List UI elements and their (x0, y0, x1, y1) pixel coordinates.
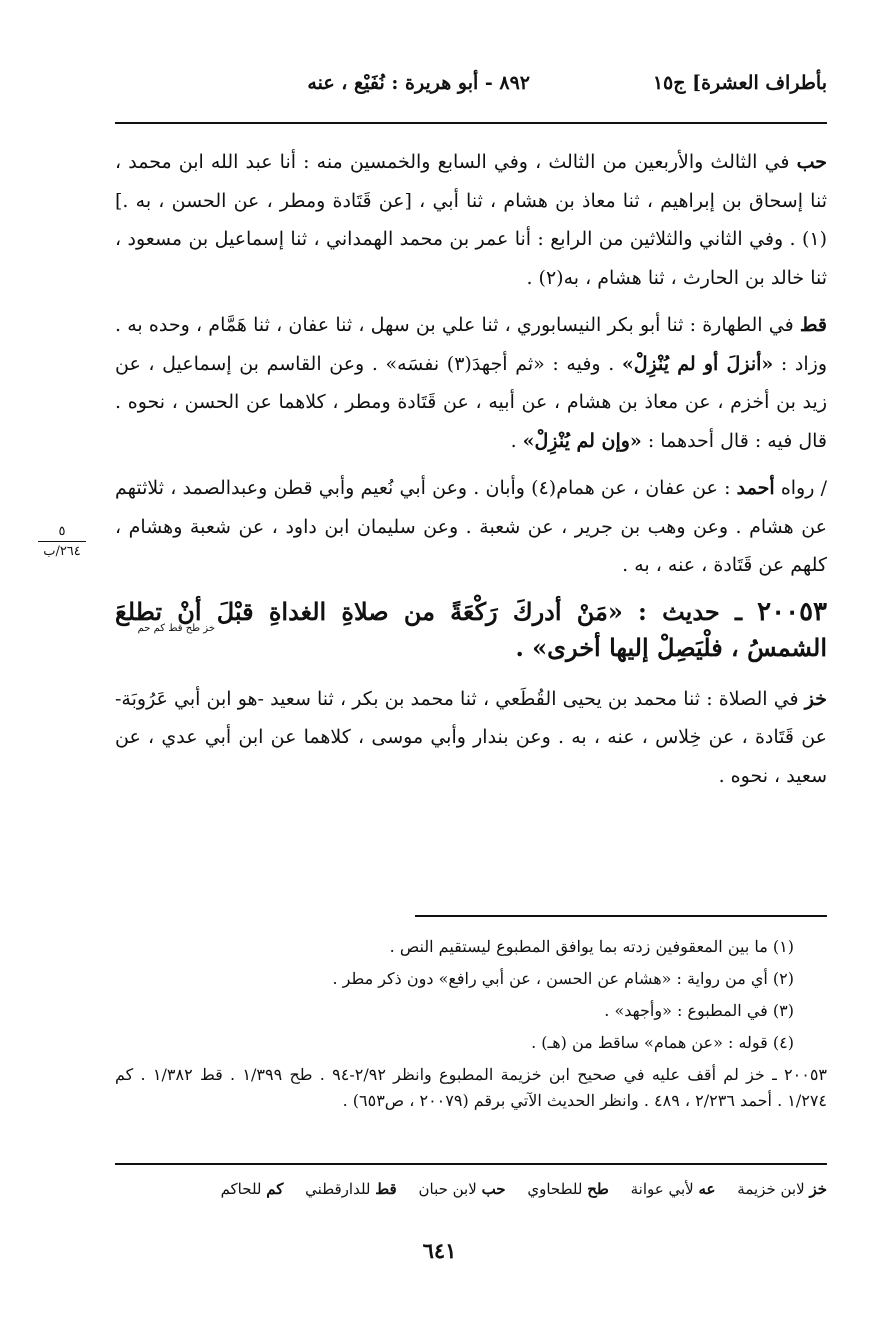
abbreviation-legend (115, 1180, 827, 1198)
legend-name: للدارقطني (305, 1180, 371, 1198)
legend-abbr: خز (809, 1180, 827, 1198)
running-header (115, 72, 827, 106)
folio-divider (38, 541, 86, 542)
page-number: ٦٤١ (422, 1238, 457, 1263)
section-title: ٨٩٢ - أبو هريرة : نُفَيْع ، عنه (307, 72, 530, 94)
footnote: (٣) في المطبوع : «وأجهد» . (604, 1001, 794, 1020)
book-title: بأطراف العشرة] ج١٥ (652, 72, 827, 94)
footnote: (١) ما بين المعقوفين زدته بما يوافق المطبوع ليستقيم النص . (389, 937, 794, 956)
paragraph-text: / رواه (774, 477, 827, 499)
footnote: (٢) أي من رواية : «هشام عن الحسن ، عن أبي رافع» دون ذكر مطر . (332, 969, 794, 988)
paragraph-text: في الطهارة : ثنا أبو بكر النيسابوري ، ثنا علي بن سهل ، ثنا عفان ، ثنا هَمَّام ، وحده به . وزاد : (115, 314, 827, 375)
legend-abbr: طح (587, 1180, 609, 1198)
paragraph-text: . وفيه : «ثم أجهدَ(٣) نفسَه» . وعن القاسم بن إسماعيل ، عن زيد بن أخزم ، عن معاذ بن هشام ، عن أبيه ، عن قَتَادة ومطر ، كلاهما عن الحسن ، نحوه . قال فيه : قال أحدهما : (115, 352, 827, 452)
header-rule (115, 122, 827, 124)
legend-abbr: كم (266, 1180, 284, 1198)
legend-rule (115, 1163, 827, 1165)
hadith-heading (115, 594, 827, 666)
hadith-label: ـ حديث : (622, 596, 758, 626)
paragraph-daraqutni (115, 306, 827, 460)
legend-item (418, 1180, 505, 1198)
siglum: حب (796, 151, 827, 173)
manuscript-folio-note (30, 523, 94, 560)
paragraph-hibban (115, 143, 827, 297)
legend-name: لابن خزيمة (737, 1180, 805, 1198)
legend-name: لابن حبان (418, 1180, 477, 1198)
quote: «أنزلَ أو لم يُنْزِلْ» (621, 352, 774, 375)
legend-item (527, 1180, 608, 1198)
legend-item (737, 1180, 827, 1198)
paragraph-text: . (510, 429, 523, 452)
footnote-rule (415, 915, 827, 917)
paragraph-text: في الصلاة : ثنا محمد بن يحيى القُطَعي ، ثنا محمد بن بكر ، ثنا سعيد -هو ابن أبي عَرُوبَة- عن قَتَادة ، عن خِلاس ، عنه ، به . وعن بندار وأبي موسى ، كلاهما عن ابن أبي عدي ، عن سعيد ، نحوه . (115, 687, 827, 787)
paragraph-text: : عن عفان ، عن همام(٤) وأبان . وعن أبي نُعيم وأبي قطن وعبدالصمد ، ثلاثتهم عن هشام . وعن وهب بن جرير ، عن شعبة . وعن سليمان ابن داود ، عن شعبة وهشام ، كلهم عن قَتَادة ، عنه ، به . (115, 477, 827, 576)
legend-name: لأبي عوانة (630, 1180, 694, 1198)
siglum: قط (799, 314, 827, 336)
hadith-sigla: خز طح قط كم حم (137, 622, 215, 634)
hadith-number: ٢٠٠٥٣ (757, 596, 827, 627)
folio-ref: ٢٦٤/ب (43, 544, 81, 559)
legend-abbr: حب (481, 1180, 506, 1198)
legend-item (221, 1180, 284, 1198)
siglum: خز (804, 687, 827, 710)
legend-abbr: عه (698, 1180, 716, 1198)
paragraph-khuzayma (115, 680, 827, 796)
paragraph-text: في الثالث والأربعين من الثالث ، وفي السابع والخمسين منه : أنا عبد الله ابن محمد ، ثنا إسحاق بن إبراهيم ، ثنا معاذ بن هشام ، ثنا أبي ، [عن قَتَادة ومطر ، عن الحسن ، به .](١) . وفي الثاني والثلاثين من الرابع : أنا عمر بن محمد الهمداني ، ثنا إسماعيل بن مسعود ، ثنا خالد بن الحارث ، ثنا هشام ، به(٢) . (115, 151, 827, 289)
folio-number: ٥ (58, 524, 66, 539)
footnote: (٤) قوله : «عن همام» ساقط من (هـ) . (531, 1033, 794, 1052)
paragraph-ahmad (115, 469, 827, 585)
main-text (115, 143, 827, 804)
hadith-text: «مَنْ أدركَ رَكْعَةً من صلاةِ الغداةِ قبْلَ أنْ تطلعَ الشمسُ ، فلْيَصِلْ إليها أخرى» . (115, 596, 827, 662)
legend-name: للطحاوي (527, 1180, 583, 1198)
legend-name: للحاكم (220, 1180, 262, 1198)
footnotes (115, 930, 827, 1114)
legend-item (631, 1180, 716, 1198)
hadith-footnote: ٢٠٠٥٣ ـ خز لم أقف عليه في صحيح ابن خزيمة المطبوع وانظر ٢/٩٢-٩٤ . طح ١/٣٩٩ . قط ١/٣٨٢ . كم ١/٢٧٤ . أحمد ٢/٢٣٦ ، ٤٨٩ . وانظر الحديث الآتي برقم (٢٠٠٧٩ ، ص٦٥٣) . (115, 1065, 828, 1110)
siglum: أحمد (736, 477, 775, 499)
quote: «وإن لم يُنْزِلْ» (522, 429, 642, 452)
legend-abbr: قط (375, 1180, 397, 1198)
legend-item (305, 1180, 397, 1198)
